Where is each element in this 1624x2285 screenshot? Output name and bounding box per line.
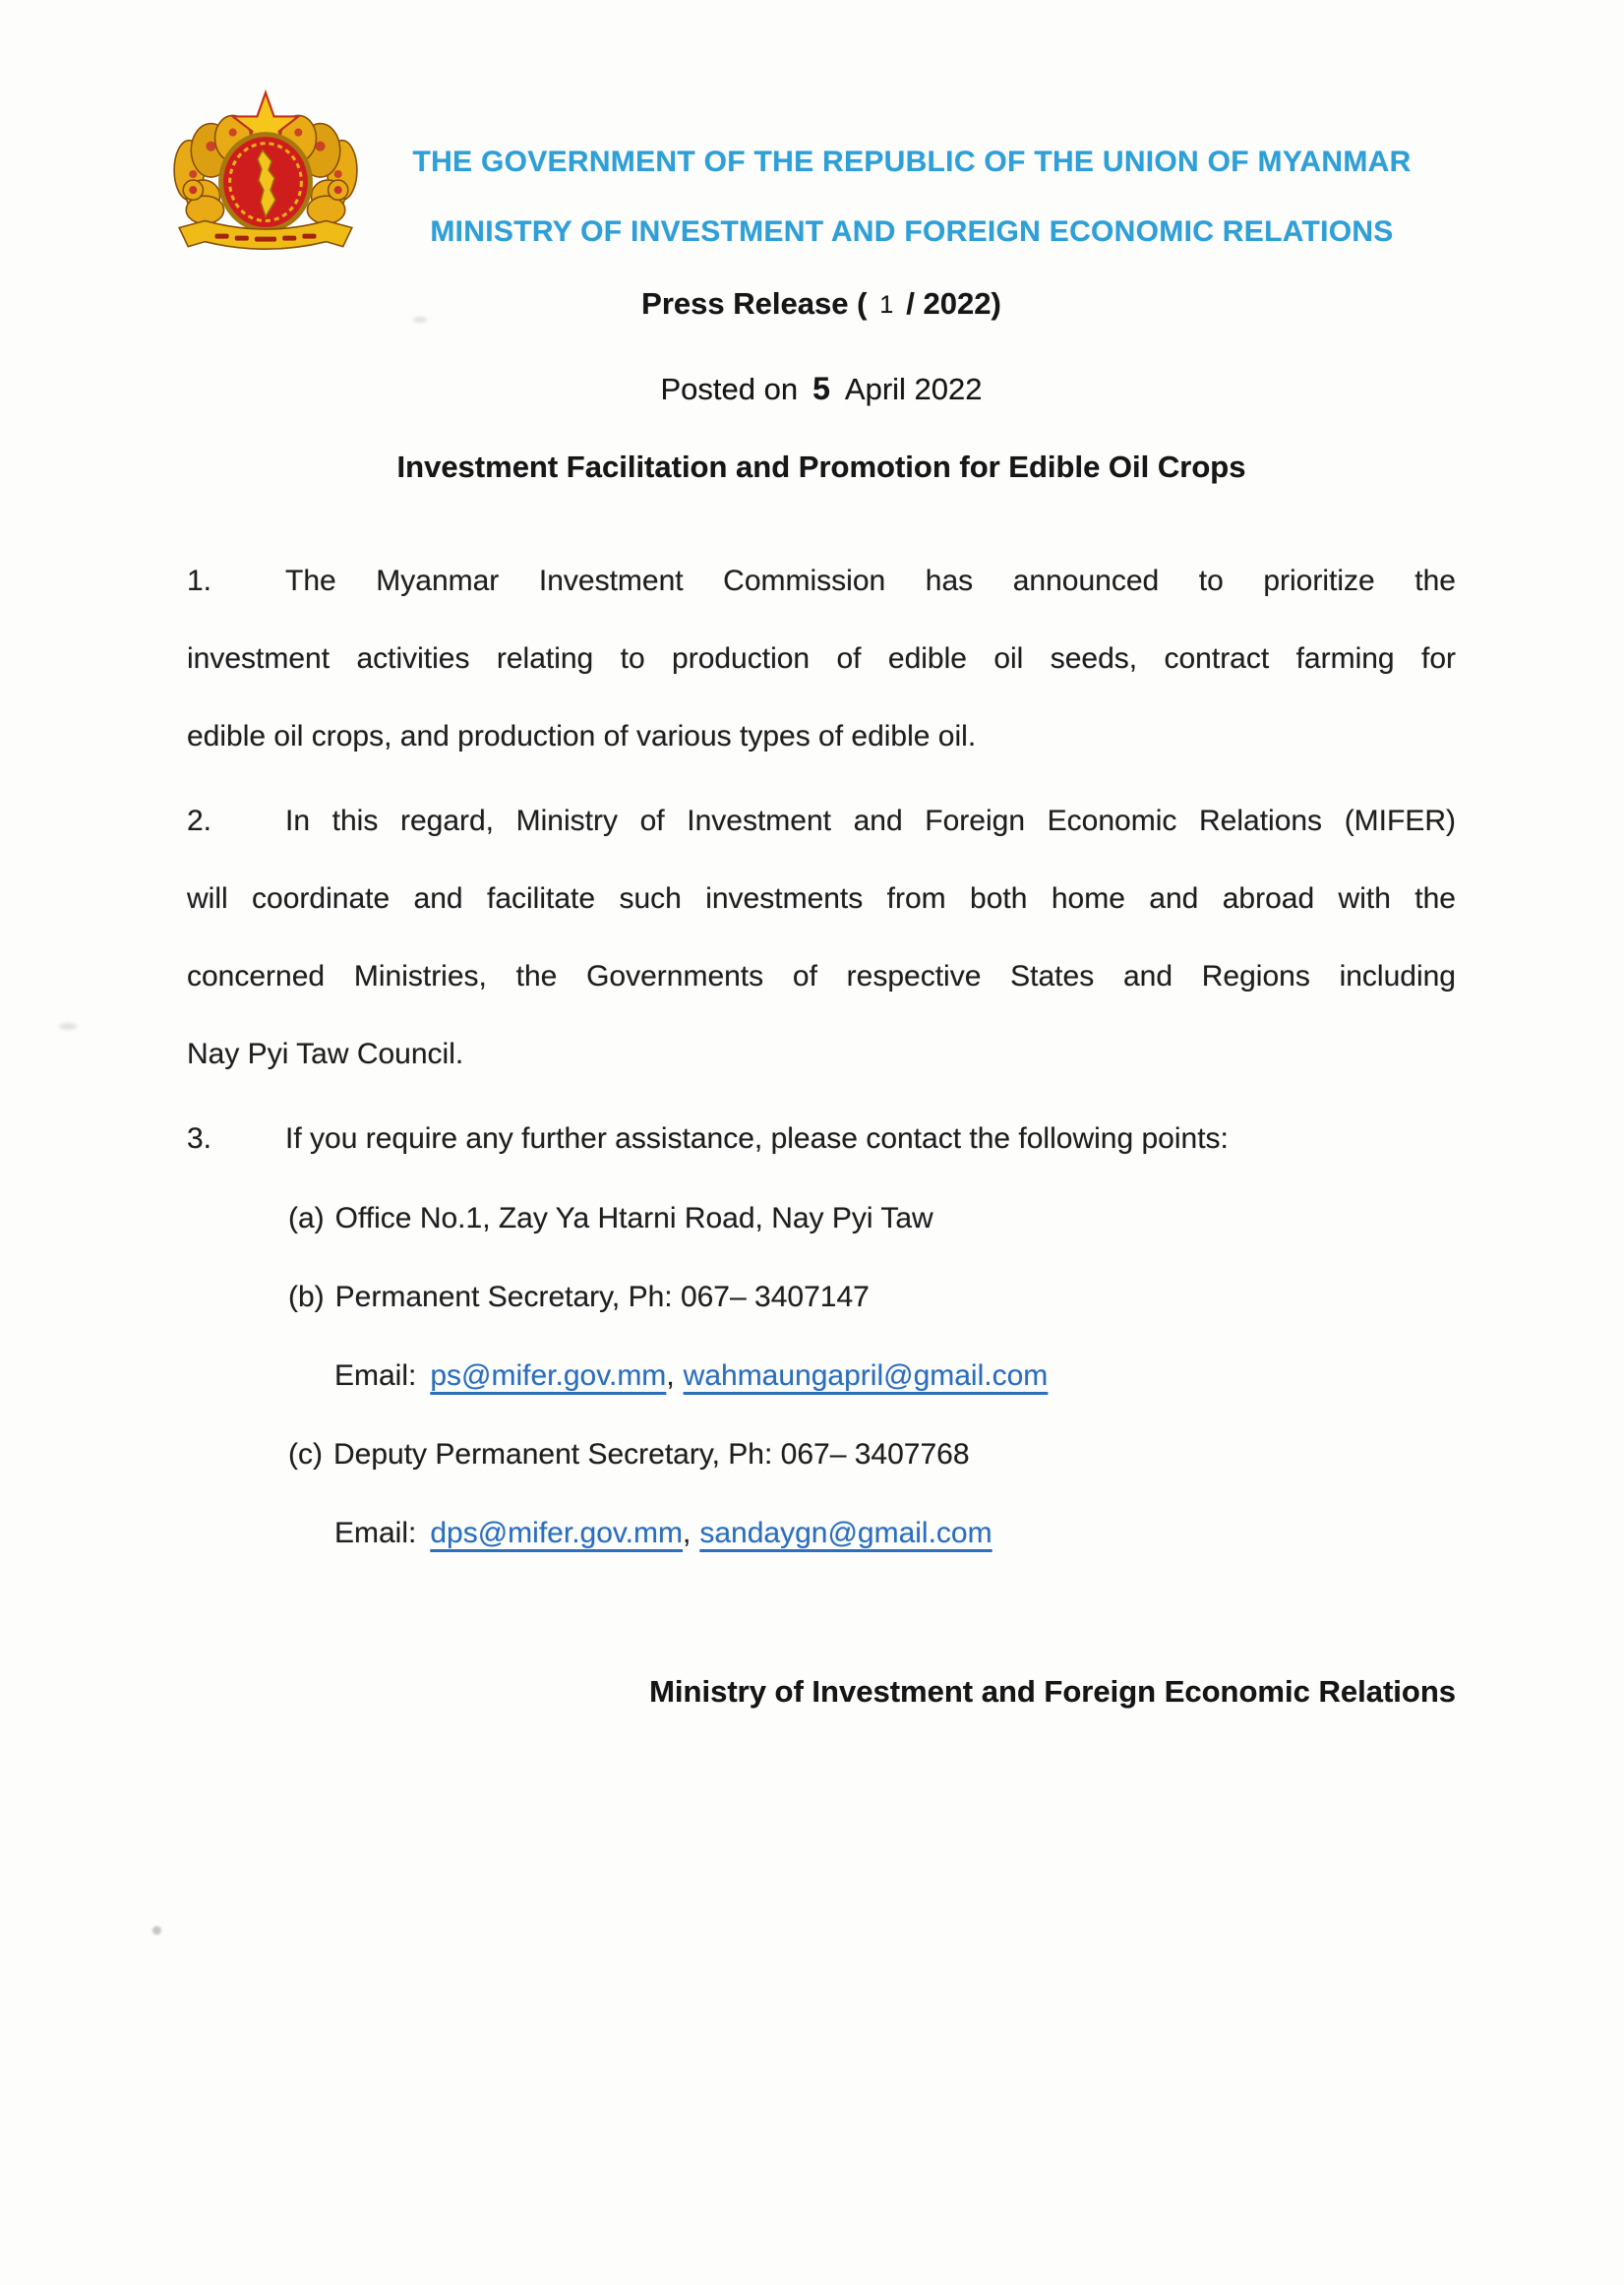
email-link-wahmaungapril[interactable]: wahmaungapril@gmail.com: [683, 1359, 1049, 1392]
paragraph-line: edible oil crops, and production of various types of edible oil.: [187, 720, 977, 752]
email-link-ps[interactable]: ps@mifer.gov.mm: [430, 1359, 667, 1392]
paragraph-line: In this regard, Ministry of Investment and Foreign Economic Relations (MIFER): [285, 805, 1456, 837]
press-release-prefix: Press Release (: [641, 286, 868, 321]
contact-text: Office No.1, Zay Ya Htarni Road, Nay Pyi Taw: [334, 1202, 933, 1234]
contact-point-c: [288, 1415, 970, 1493]
email-link-dps[interactable]: dps@mifer.gov.mm: [430, 1517, 683, 1549]
scan-smudge: [59, 1023, 77, 1030]
paragraph-number: 1.: [187, 565, 212, 597]
paragraph-1: [187, 542, 1456, 775]
email-label: Email:: [334, 1359, 417, 1392]
press-release-number: 1: [879, 291, 894, 319]
contact-marker: (a): [288, 1202, 325, 1234]
paragraph-line: will coordinate and facilitate such investments from both home and abroad with the: [187, 882, 1456, 915]
ministry-header-line: MINISTRY OF INVESTMENT AND FOREIGN ECONOMIC RELATIONS: [430, 215, 1394, 248]
posted-prefix: Posted on: [660, 372, 799, 406]
document-title: Investment Facilitation and Promotion for Edible Oil Crops: [396, 450, 1246, 484]
paragraph-line: concerned Ministries, the Governments of respective States and Regions including: [187, 960, 1456, 992]
posted-day: 5: [812, 371, 830, 406]
email-separator: ,: [666, 1359, 675, 1392]
government-header-line: THE GOVERNMENT OF THE REPUBLIC OF THE UNION OF MYANMAR: [412, 146, 1412, 178]
scan-smudge: [413, 317, 427, 323]
contact-text: Deputy Permanent Secretary, Ph: 067– 3407768: [332, 1438, 970, 1471]
email-link-sandaygn[interactable]: sandaygn@gmail.com: [699, 1517, 992, 1549]
paragraph-line: investment activities relating to production of edible oil seeds, contract farming for: [187, 642, 1456, 675]
posted-suffix: April 2022: [844, 372, 983, 406]
contact-email-c: [334, 1494, 992, 1572]
signature-ministry: Ministry of Investment and Foreign Economic Relations: [649, 1674, 1456, 1709]
paragraph-2: [187, 782, 1456, 1093]
contact-point-a: [288, 1179, 933, 1257]
paragraph-line: The Myanmar Investment Commission has announced to prioritize the: [285, 565, 1456, 597]
myanmar-state-seal-icon: [163, 89, 368, 260]
email-separator: ,: [683, 1517, 692, 1549]
contact-marker: (c): [288, 1438, 323, 1471]
paragraph-3: [187, 1100, 1456, 1177]
email-label: Email:: [334, 1517, 417, 1549]
scan-speck: [152, 1926, 161, 1935]
paragraph-number: 3.: [187, 1122, 212, 1155]
paragraph-number: 2.: [187, 805, 212, 837]
posted-date-line: [187, 368, 1456, 410]
paragraph-line: Nay Pyi Taw Council.: [187, 1038, 464, 1070]
paragraph-line: If you require any further assistance, please contact the following points:: [285, 1122, 1229, 1155]
contact-email-b: [334, 1337, 1048, 1414]
contact-text: Permanent Secretary, Ph: 067– 3407147: [334, 1281, 870, 1313]
press-release-suffix: / 2022): [906, 286, 1001, 321]
press-release-line: [187, 283, 1456, 326]
contact-point-b: [288, 1258, 870, 1336]
contact-marker: (b): [288, 1281, 325, 1313]
